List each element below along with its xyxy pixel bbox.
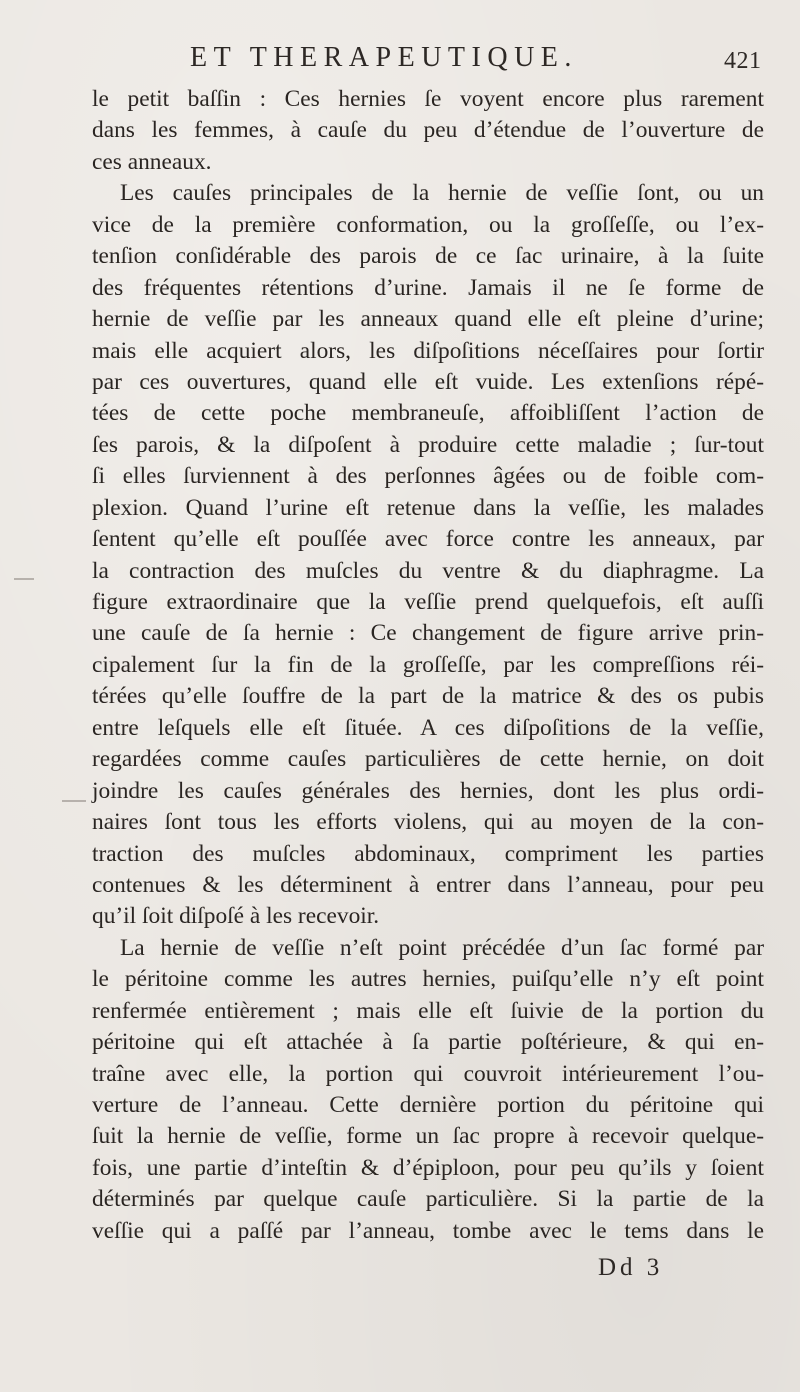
text-line: verture de l’anneau. Cette dernière portion du péritoine qui [92, 1092, 764, 1118]
running-head [0, 42, 800, 82]
text-line: hernie de veſſie par les anneaux quand elle eſt pleine d’urine; [92, 306, 764, 333]
text-line: entre leſquels elle eſt ſituée. A ces diſpoſitions de la veſſie, [92, 714, 764, 741]
text-line: joindre les cauſes générales des hernies, dont les plus ordi- [92, 777, 764, 804]
text-line: vice de la première conformation, ou la groſſeſſe, ou l’ex- [92, 211, 764, 238]
text-line: dans les femmes, à cauſe du peu d’étendue de l’ouverture de [92, 117, 764, 144]
text-line: naires ſont tous les efforts violens, qui au moyen de la con- [92, 809, 764, 836]
text-line: regardées comme cauſes particulières de cette hernie, on doit [92, 746, 764, 773]
margin-mark [62, 800, 86, 802]
signature-mark: Dd 3 [598, 1254, 664, 1281]
text-line: plexion. Quand l’urine eſt retenue dans la veſſie, les malades [92, 494, 764, 521]
text-line: la contraction des muſcles du ventre & du diaphragme. La [92, 557, 764, 584]
text-line: le petit baſſin : Ces hernies ſe voyent encore plus rarement [92, 86, 764, 112]
text-line: une cauſe de ſa hernie : Ce changement de figure arrive prin- [92, 620, 764, 647]
text-line: des fréquentes rétentions d’urine. Jamais il ne ſe forme de [92, 274, 764, 301]
text-line: par ces ouvertures, quand elle eſt vuide. Les extenſions répé- [92, 368, 764, 395]
text-line: ſentent qu’elle eſt pouſſée avec force contre les anneaux, par [92, 526, 764, 553]
text-line: figure extraordinaire que la veſſie prend quelquefois, eſt auſſi [92, 589, 764, 615]
text-line: cipalement ſur la fin de la groſſeſſe, par les compreſſions réi- [92, 651, 764, 678]
text-line: mais elle acquiert alors, les diſpoſitions néceſſaires pour ſortir [92, 337, 764, 364]
page-number: 421 [724, 48, 762, 74]
text-line: traîne avec elle, la portion qui couvroit intérieurement l’ou- [92, 1060, 764, 1087]
text-line: ſes parois, & la diſpoſent à produire cette maladie ; ſur-tout [92, 431, 764, 458]
text-line: péritoine qui eſt attachée à ſa partie poſtérieure, & qui en- [92, 1029, 764, 1056]
text-line: le péritoine comme les autres hernies, puiſqu’elle n’y eſt point [92, 966, 764, 993]
text-line: veſſie qui a paſſé par l’anneau, tombe avec le tems dans le [92, 1217, 764, 1244]
running-title: ET THERAPEUTIQUE. [190, 42, 578, 73]
text-line: qu’il ſoit diſpoſé à les recevoir. [92, 903, 380, 930]
body-text [92, 84, 764, 1247]
margin-mark [14, 578, 34, 580]
text-line: contenues & les déterminent à entrer dans l’anneau, pour peu [92, 871, 764, 898]
text-line: tenſion conſidérable des parois de ce ſac urinaire, à la ſuite [92, 243, 764, 270]
text-line: traction des muſcles abdominaux, compriment les parties [92, 840, 764, 867]
text-line: La hernie de veſſie n’eſt point précédée d’un ſac formé par [120, 934, 764, 961]
text-line: térées qu’elle ſouffre de la part de la matrice & des os pubis [92, 683, 764, 710]
text-line: renfermée entièrement ; mais elle eſt ſuivie de la portion du [92, 997, 764, 1024]
text-line: ces anneaux. [92, 148, 212, 175]
text-line: déterminés par quelque cauſe particulière. Si la partie de la [92, 1186, 764, 1213]
text-line: ſi elles ſurviennent à des perſonnes âgées ou de foible com- [92, 463, 764, 490]
text-line: fois, une partie d’inteſtin & d’épiploon, pour peu qu’ils y ſoient [92, 1154, 764, 1181]
text-line: tées de cette poche membraneuſe, affoibliſſent l’action de [92, 400, 764, 427]
text-line: Les cauſes principales de la hernie de veſſie ſont, ou un [120, 180, 764, 207]
text-line: ſuit la hernie de veſſie, forme un ſac propre à recevoir quelque- [92, 1123, 764, 1150]
